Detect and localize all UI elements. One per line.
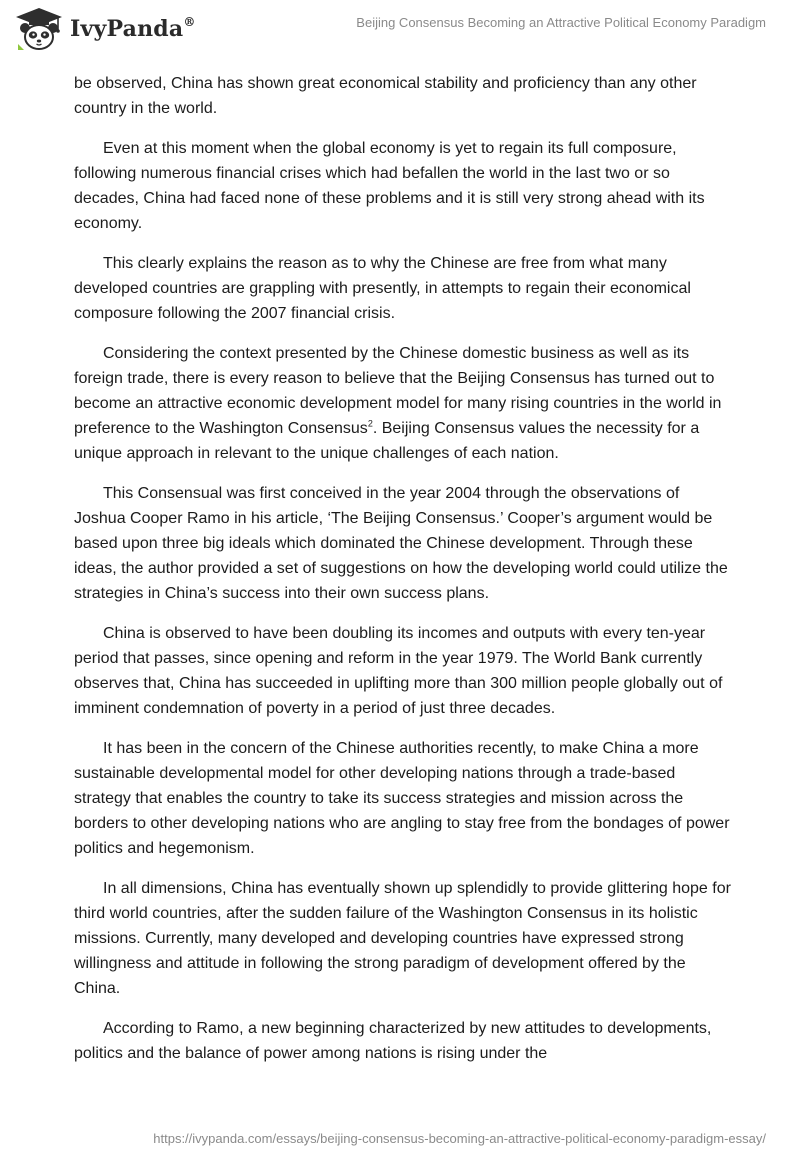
footnote-reference[interactable]: 2 — [367, 418, 373, 429]
paragraph: China is observed to have been doubling its incomes and outputs with every ten-year period that passes, since opening and reform in the year 1979. The World Bank currently observes that, China has succeeded in uplifting more than 300 million people globally out of imminent condemnation of poverty in a period of just three decades. — [74, 625, 723, 717]
page-header — [0, 0, 800, 64]
paragraph: According to Ramo, a new beginning characterized by new attitudes to developments, politics and the balance of power among nations is rising under the — [74, 1020, 712, 1062]
document-title: Beijing Consensus Becoming an Attractive Political Economy Paradigm — [356, 15, 766, 30]
brand-name: IvyPanda® — [70, 14, 196, 42]
panda-graduation-cap-icon — [14, 6, 64, 52]
paragraph-with-footnote — [74, 341, 734, 466]
paragraph: This clearly explains the reason as to why the Chinese are free from what many developed countries are grappling with presently, in attempts to regain their economical composure following the 2007 financial crisis. — [74, 255, 691, 322]
paragraph: It has been in the concern of the Chinese authorities recently, to make China a more sustainable developmental model for other developing nations through a trade-based strategy that enables the country to take its success strategies and mission across the borders to other developing nations who are angling to stay free from the bondages of power politics and hegemonism. — [74, 740, 730, 857]
paragraph: be observed, China has shown great economical stability and proficiency than any other country in the world. — [74, 75, 697, 117]
brand-logo[interactable] — [14, 6, 196, 52]
essay-body — [74, 71, 734, 1081]
paragraph: Even at this moment when the global economy is yet to regain its full composure, following numerous financial crises which had befallen the world in the last two or so decades, China had faced none of these problems and it is still very strong ahead with its economy. — [74, 140, 705, 232]
source-url-link[interactable]: https://ivypanda.com/essays/beijing-consensus-becoming-an-attractive-political-economy-paradigm-essay/ — [153, 1131, 766, 1146]
paragraph: In all dimensions, China has eventually shown up splendidly to provide glittering hope for third world countries, after the sudden failure of the Washington Consensus in its holistic missions. Currently, many developed and developing countries have expressed strong willingness and attitude in following the strong paradigm of development offered by the China. — [74, 880, 731, 997]
paragraph: This Consensual was first conceived in the year 2004 through the observations of Joshua Cooper Ramo in his article, ‘The Beijing Consensus.’ Cooper’s argument would be based upon three big ideals which dominated the Chinese development. Through these ideas, the author provided a set of suggestions on how the developing world could utilize the strategies in China’s success into their own success plans. — [74, 485, 728, 602]
paragraph-text: . Beijing Consensus values the necessity for a unique approach in relevant to the unique challenges of each nation. — [74, 420, 700, 462]
paragraph-text: Considering the context presented by the Chinese domestic business as well as its foreign trade, there is every reason to believe that the Beijing Consensus has turned out to become an attractive economic development model for many rising countries in the world in preference to the Washington Consensus — [74, 345, 722, 437]
